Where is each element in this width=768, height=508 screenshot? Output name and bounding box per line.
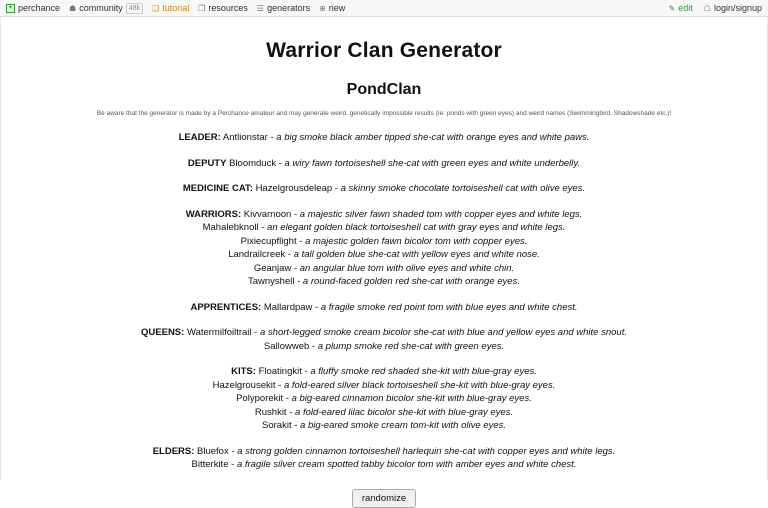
role-label: DEPUTY <box>187 157 227 169</box>
nav-new[interactable] <box>319 3 345 13</box>
cat-entry: Landrailcreek - a tall golden blue she-cat with yellow eyes and white nose. <box>228 249 540 261</box>
disclaimer-text: Be aware that the generator is made by a Perchance amateur and may generate weird, genetically impossible results (Ie: ponds with green eyes) and weird names (Swimmingbird, Shadowshade etc.)! <box>96 110 672 117</box>
cat-description: a tall golden blue she-cat with yellow eyes and white nose. <box>293 249 540 261</box>
cat-entry: KITS: Floatingkit - a fluffy smoke red shaded she-kit with blue-gray eyes. <box>231 366 537 378</box>
cat-name: Bloomduck <box>229 157 277 169</box>
role-label: WARRIORS: <box>185 208 242 220</box>
cat-name: Bluefox <box>197 445 229 457</box>
cat-entry: ELDERS: Bluefox - a strong golden cinnamon tortoiseshell harlequin she-cat with copper eyes and white legs. <box>152 445 616 457</box>
cat-description: a round-faced golden red she-cat with orange eyes. <box>302 276 520 288</box>
nav-community[interactable] <box>69 3 143 14</box>
nav-perchance-label: perchance <box>18 3 61 13</box>
list-icon: ☰ <box>256 3 265 13</box>
book-icon: ❑ <box>152 3 160 13</box>
clan-group <box>57 208 711 289</box>
user-icon: ☖ <box>703 3 711 13</box>
cat-entry: Geanjaw - an angular blue tom with olive eyes and white chin. <box>253 262 515 274</box>
cat-description: a fragile silver cream spotted tabby bicolor tom with amber eyes and white chest. <box>236 459 577 471</box>
randomize-button[interactable]: randomize <box>352 489 416 508</box>
role-label: LEADER: <box>178 132 221 144</box>
cat-name: Watermilfoiltrail <box>186 327 252 339</box>
cat-entry: Tawnyshell - a round-faced golden red she-cat with orange eyes. <box>248 276 520 288</box>
nav-edit[interactable] <box>669 3 693 13</box>
top-navigation-bar <box>0 0 768 17</box>
clan-group <box>57 445 711 472</box>
cat-entry: DEPUTY Bloomduck - a wiry fawn tortoiseshell she-cat with green eyes and white underbelly. <box>187 157 581 169</box>
cat-entry: Bitterkite - a fragile silver cream spotted tabby bicolor tom with amber eyes and white chest. <box>191 459 577 471</box>
clan-group <box>57 365 711 432</box>
cat-name: Hazelgrousekit <box>212 379 276 391</box>
cat-entry: Sallowweb - a plump smoke red she-cat with green eyes. <box>263 340 505 352</box>
nav-tutorial[interactable] <box>152 3 189 13</box>
cat-description: a skinny smoke chocolate tortoiseshell cat with olive eyes. <box>340 183 586 195</box>
cat-entry: MEDICINE CAT: Hazelgrousdeleap - a skinny smoke chocolate tortoiseshell cat with olive eyes. <box>182 183 586 195</box>
cat-name: Kivvarnoon <box>243 208 292 220</box>
cat-name: Antlionstar <box>222 132 268 144</box>
nav-perchance-home[interactable] <box>6 3 60 13</box>
plus-circle-icon: ⊕ <box>319 3 326 13</box>
cat-description: a fold-eared lilac bicolor she-kit with blue-gray eyes. <box>295 406 514 418</box>
folder-icon: ❐ <box>198 3 206 13</box>
cat-description: an angular blue tom with olive eyes and white chin. <box>299 262 515 274</box>
cat-name: Geanjaw <box>253 262 292 274</box>
topbar-left-group <box>6 3 345 14</box>
role-label: ELDERS: <box>152 445 195 457</box>
cat-description: a fold-eared silver black tortoiseshell she-kit with blue-gray eyes. <box>283 379 556 391</box>
cat-description: a plump smoke red she-cat with green eyes. <box>317 340 505 352</box>
cat-name: Landrailcreek <box>228 249 286 261</box>
cat-description: a big-eared smoke cream tom-kit with olive eyes. <box>300 420 506 432</box>
role-label: APPRENTICES: <box>190 301 262 313</box>
cat-name: Polyporekit <box>236 393 284 405</box>
cat-name: Bitterkite <box>191 459 229 471</box>
nav-edit-label: edit <box>678 3 693 13</box>
cat-entry: Hazelgrousekit - a fold-eared silver black tortoiseshell she-kit with blue-gray eyes. <box>212 379 556 391</box>
nav-generators[interactable] <box>257 3 310 13</box>
cat-entry: Polyporekit - a big-eared cinnamon bicolor she-kit with blue-gray eyes. <box>236 393 532 405</box>
clan-group <box>57 326 711 353</box>
nav-resources[interactable] <box>198 3 248 13</box>
cat-description: a fluffy smoke red shaded she-kit with blue-gray eyes. <box>310 366 537 378</box>
cat-entry: Rushkit - a fold-eared lilac bicolor she-kit with blue-gray eyes. <box>254 406 514 418</box>
cat-name: Sallowweb <box>263 340 310 352</box>
cat-description: an elegant golden black tortoiseshell cat with gray eyes and white legs. <box>267 222 566 234</box>
generator-page <box>0 17 768 504</box>
cat-entry: Sorakit - a big-eared smoke cream tom-kit with olive eyes. <box>262 420 506 432</box>
cat-entry: APPRENTICES: Mallardpaw - a fragile smoke red point tom with blue eyes and white chest. <box>190 301 578 313</box>
role-label: MEDICINE CAT: <box>182 183 253 195</box>
perchance-logo-icon: ✦ <box>7 4 14 11</box>
cat-name: Tawnyshell <box>248 276 295 288</box>
clan-roster <box>57 131 711 471</box>
cat-description: a strong golden cinnamon tortoiseshell harlequin she-cat with copper eyes and white legs. <box>237 445 616 457</box>
nav-generators-label: generators <box>267 3 311 13</box>
nav-login-signup[interactable] <box>704 3 762 13</box>
clan-name: PondClan <box>346 81 422 98</box>
cat-name: Mahalebknoll <box>202 222 259 234</box>
cat-description: a fragile smoke red point tom with blue eyes and white chest. <box>320 301 578 313</box>
cat-description: a big smoke black amber tipped she-cat with orange eyes and white paws. <box>276 132 590 144</box>
cat-entry: Mahalebknoll - an elegant golden black tortoiseshell cat with gray eyes and white legs. <box>202 222 566 234</box>
topbar-right-group <box>669 3 762 13</box>
nav-resources-label: resources <box>208 3 248 13</box>
cat-name: Mallardpaw <box>263 301 313 313</box>
cat-description: a majestic silver fawn shaded tom with copper eyes and white legs. <box>299 208 583 220</box>
page-title: Warrior Clan Generator <box>266 39 502 62</box>
cat-entry: WARRIORS: Kivvarnoon - a majestic silver fawn shaded tom with copper eyes and white legs. <box>185 208 583 220</box>
clan-group <box>57 182 711 195</box>
role-label: QUEENS: <box>141 327 185 339</box>
community-count-badge: 48k <box>126 3 143 14</box>
users-icon: ☗ <box>69 3 77 13</box>
clan-group <box>57 157 711 170</box>
nav-tutorial-label: tutorial <box>162 3 190 13</box>
cat-name: Hazelgrousdeleap <box>255 183 333 195</box>
randomize-button-wrap <box>57 488 711 508</box>
cat-name: Pixiecupflight <box>240 235 297 247</box>
cat-name: Sorakit <box>262 420 292 432</box>
role-label: KITS: <box>231 366 256 378</box>
nav-new-label: new <box>328 3 346 13</box>
cat-entry: QUEENS: Watermilfoiltrail - a short-legged smoke cream bicolor she-cat with blue and yellow eyes and white snout. <box>141 327 627 339</box>
nav-community-label: community <box>79 3 123 13</box>
clan-group <box>57 301 711 314</box>
cat-description: a big-eared cinnamon bicolor she-kit with blue-gray eyes. <box>291 393 532 405</box>
pencil-icon: ✎ <box>668 3 676 13</box>
cat-entry: Pixiecupflight - a majestic golden fawn bicolor tom with copper eyes. <box>240 235 528 247</box>
nav-login-signup-label: login/signup <box>713 3 762 13</box>
cat-name: Rushkit <box>254 406 287 418</box>
cat-name: Floatingkit <box>258 366 302 378</box>
cat-description: a wiry fawn tortoiseshell she-cat with green eyes and white underbelly. <box>284 157 581 169</box>
cat-description: a majestic golden fawn bicolor tom with copper eyes. <box>305 235 528 247</box>
cat-description: a short-legged smoke cream bicolor she-cat with blue and yellow eyes and white snout. <box>259 327 627 339</box>
cat-entry: LEADER: Antlionstar - a big smoke black amber tipped she-cat with orange eyes and white paws. <box>178 132 590 144</box>
clan-group <box>57 131 711 144</box>
